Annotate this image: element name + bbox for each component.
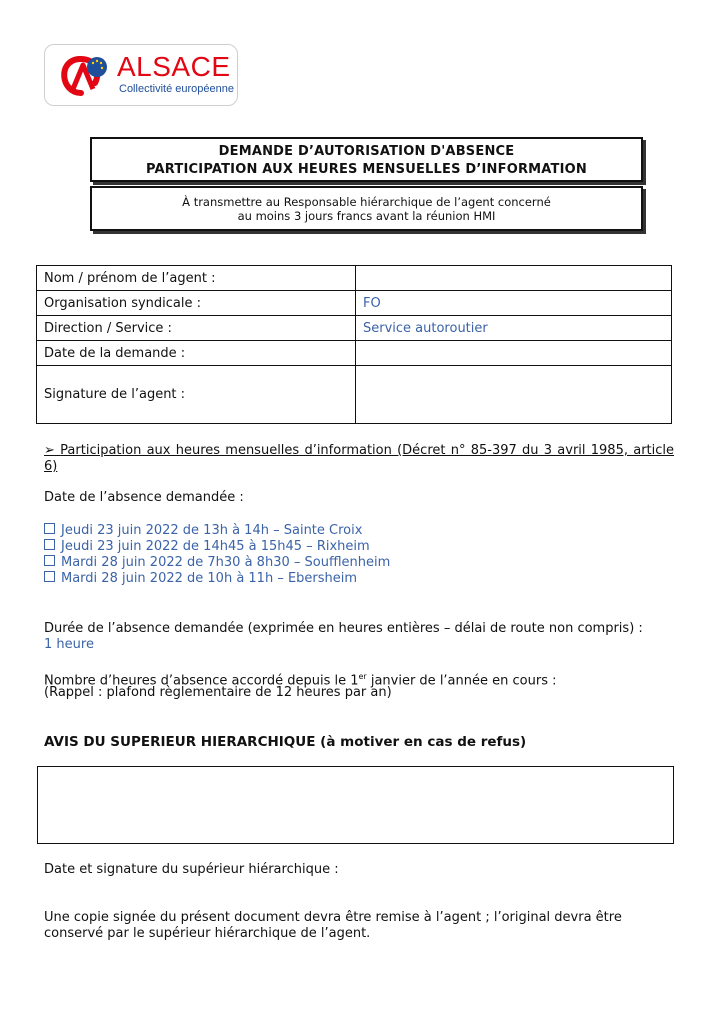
- arrow-bullet-icon: ➢: [44, 443, 55, 458]
- logo-wordmark: ALSACE: [117, 51, 231, 82]
- agent-name-label: Nom / prénom de l’agent :: [37, 266, 356, 291]
- supervisor-signature-label: Date et signature du supérieur hiérarchique :: [44, 862, 339, 877]
- document-title-line2: PARTICIPATION AUX HEURES MENSUELLES D’INFORMATION: [146, 162, 587, 177]
- hours-reminder: (Rappel : plafond règlementaire de 12 heures par an): [44, 685, 392, 700]
- ordinal-suffix: er: [358, 672, 367, 681]
- instruction-box: [90, 186, 643, 231]
- service-label: Direction / Service :: [37, 316, 356, 341]
- agent-signature-field[interactable]: [356, 366, 672, 424]
- section-heading-text: Participation aux heures mensuelles d’information (Décret n° 85-397 du 3 avril 1985, article 6): [44, 443, 675, 474]
- absence-option-label: Jeudi 23 juin 2022 de 13h à 14h – Sainte Croix: [61, 523, 363, 538]
- instruction-line2: au moins 3 jours francs avant la réunion HMI: [237, 209, 496, 223]
- table-row: [37, 341, 672, 366]
- supervisor-opinion-title: AVIS DU SUPERIEUR HIERARCHIQUE (à motiver en cas de refus): [44, 734, 527, 750]
- checkbox[interactable]: [44, 555, 55, 566]
- absence-option[interactable]: [44, 555, 390, 571]
- table-row: [37, 316, 672, 341]
- document-title-line1: DEMANDE D’AUTORISATION D'ABSENCE: [218, 144, 515, 159]
- absence-date-label: Date de l’absence demandée :: [44, 490, 244, 505]
- service-field[interactable]: Service autoroutier: [356, 316, 672, 341]
- absence-option-label: Mardi 28 juin 2022 de 7h30 à 8h30 – Soufflenheim: [61, 555, 391, 570]
- union-label: Organisation syndicale :: [37, 291, 356, 316]
- duration-value[interactable]: 1 heure: [44, 637, 94, 652]
- table-row: [37, 266, 672, 291]
- duration-label: Durée de l’absence demandée (exprimée en heures entières – délai de route non compris) :: [44, 621, 643, 636]
- table-row: [37, 291, 672, 316]
- footer-note: Une copie signée du présent document devra être remise à l’agent ; l’original devra être conservé par le supérieur hiérarchique de l’agent.: [44, 910, 622, 941]
- hours-granted-text-end: janvier de l’année en cours :: [366, 673, 557, 689]
- instruction-line1: À transmettre au Responsable hiérarchique de l’agent concerné: [182, 195, 551, 209]
- agent-signature-label: Signature de l’agent :: [37, 366, 356, 424]
- absence-option[interactable]: [44, 539, 390, 555]
- union-field[interactable]: FO: [356, 291, 672, 316]
- table-row: [37, 366, 672, 424]
- section-heading: [44, 443, 674, 475]
- request-date-field[interactable]: [356, 341, 672, 366]
- checkbox[interactable]: [44, 539, 55, 550]
- checkbox[interactable]: [44, 523, 55, 534]
- document-title-box: [90, 137, 643, 182]
- alsace-logo: [44, 44, 238, 106]
- absence-option-label: Mardi 28 juin 2022 de 10h à 11h – Ebersheim: [61, 571, 358, 586]
- checkbox[interactable]: [44, 571, 55, 582]
- absence-options-list: [44, 523, 390, 587]
- agent-info-table: [36, 265, 672, 424]
- logo-subtitle: Collectivité européenne: [119, 83, 234, 95]
- request-date-label: Date de la demande :: [37, 341, 356, 366]
- alsace-logo-mark-icon: [55, 53, 111, 97]
- absence-option[interactable]: [44, 523, 390, 539]
- absence-option[interactable]: [44, 571, 390, 587]
- hours-granted-text-start: Nombre d’heures d’absence accordé depuis le 1: [44, 673, 359, 689]
- agent-name-field[interactable]: [356, 266, 672, 291]
- absence-option-label: Jeudi 23 juin 2022 de 14h45 à 15h45 – Rixheim: [61, 539, 370, 554]
- supervisor-opinion-field[interactable]: [37, 766, 674, 844]
